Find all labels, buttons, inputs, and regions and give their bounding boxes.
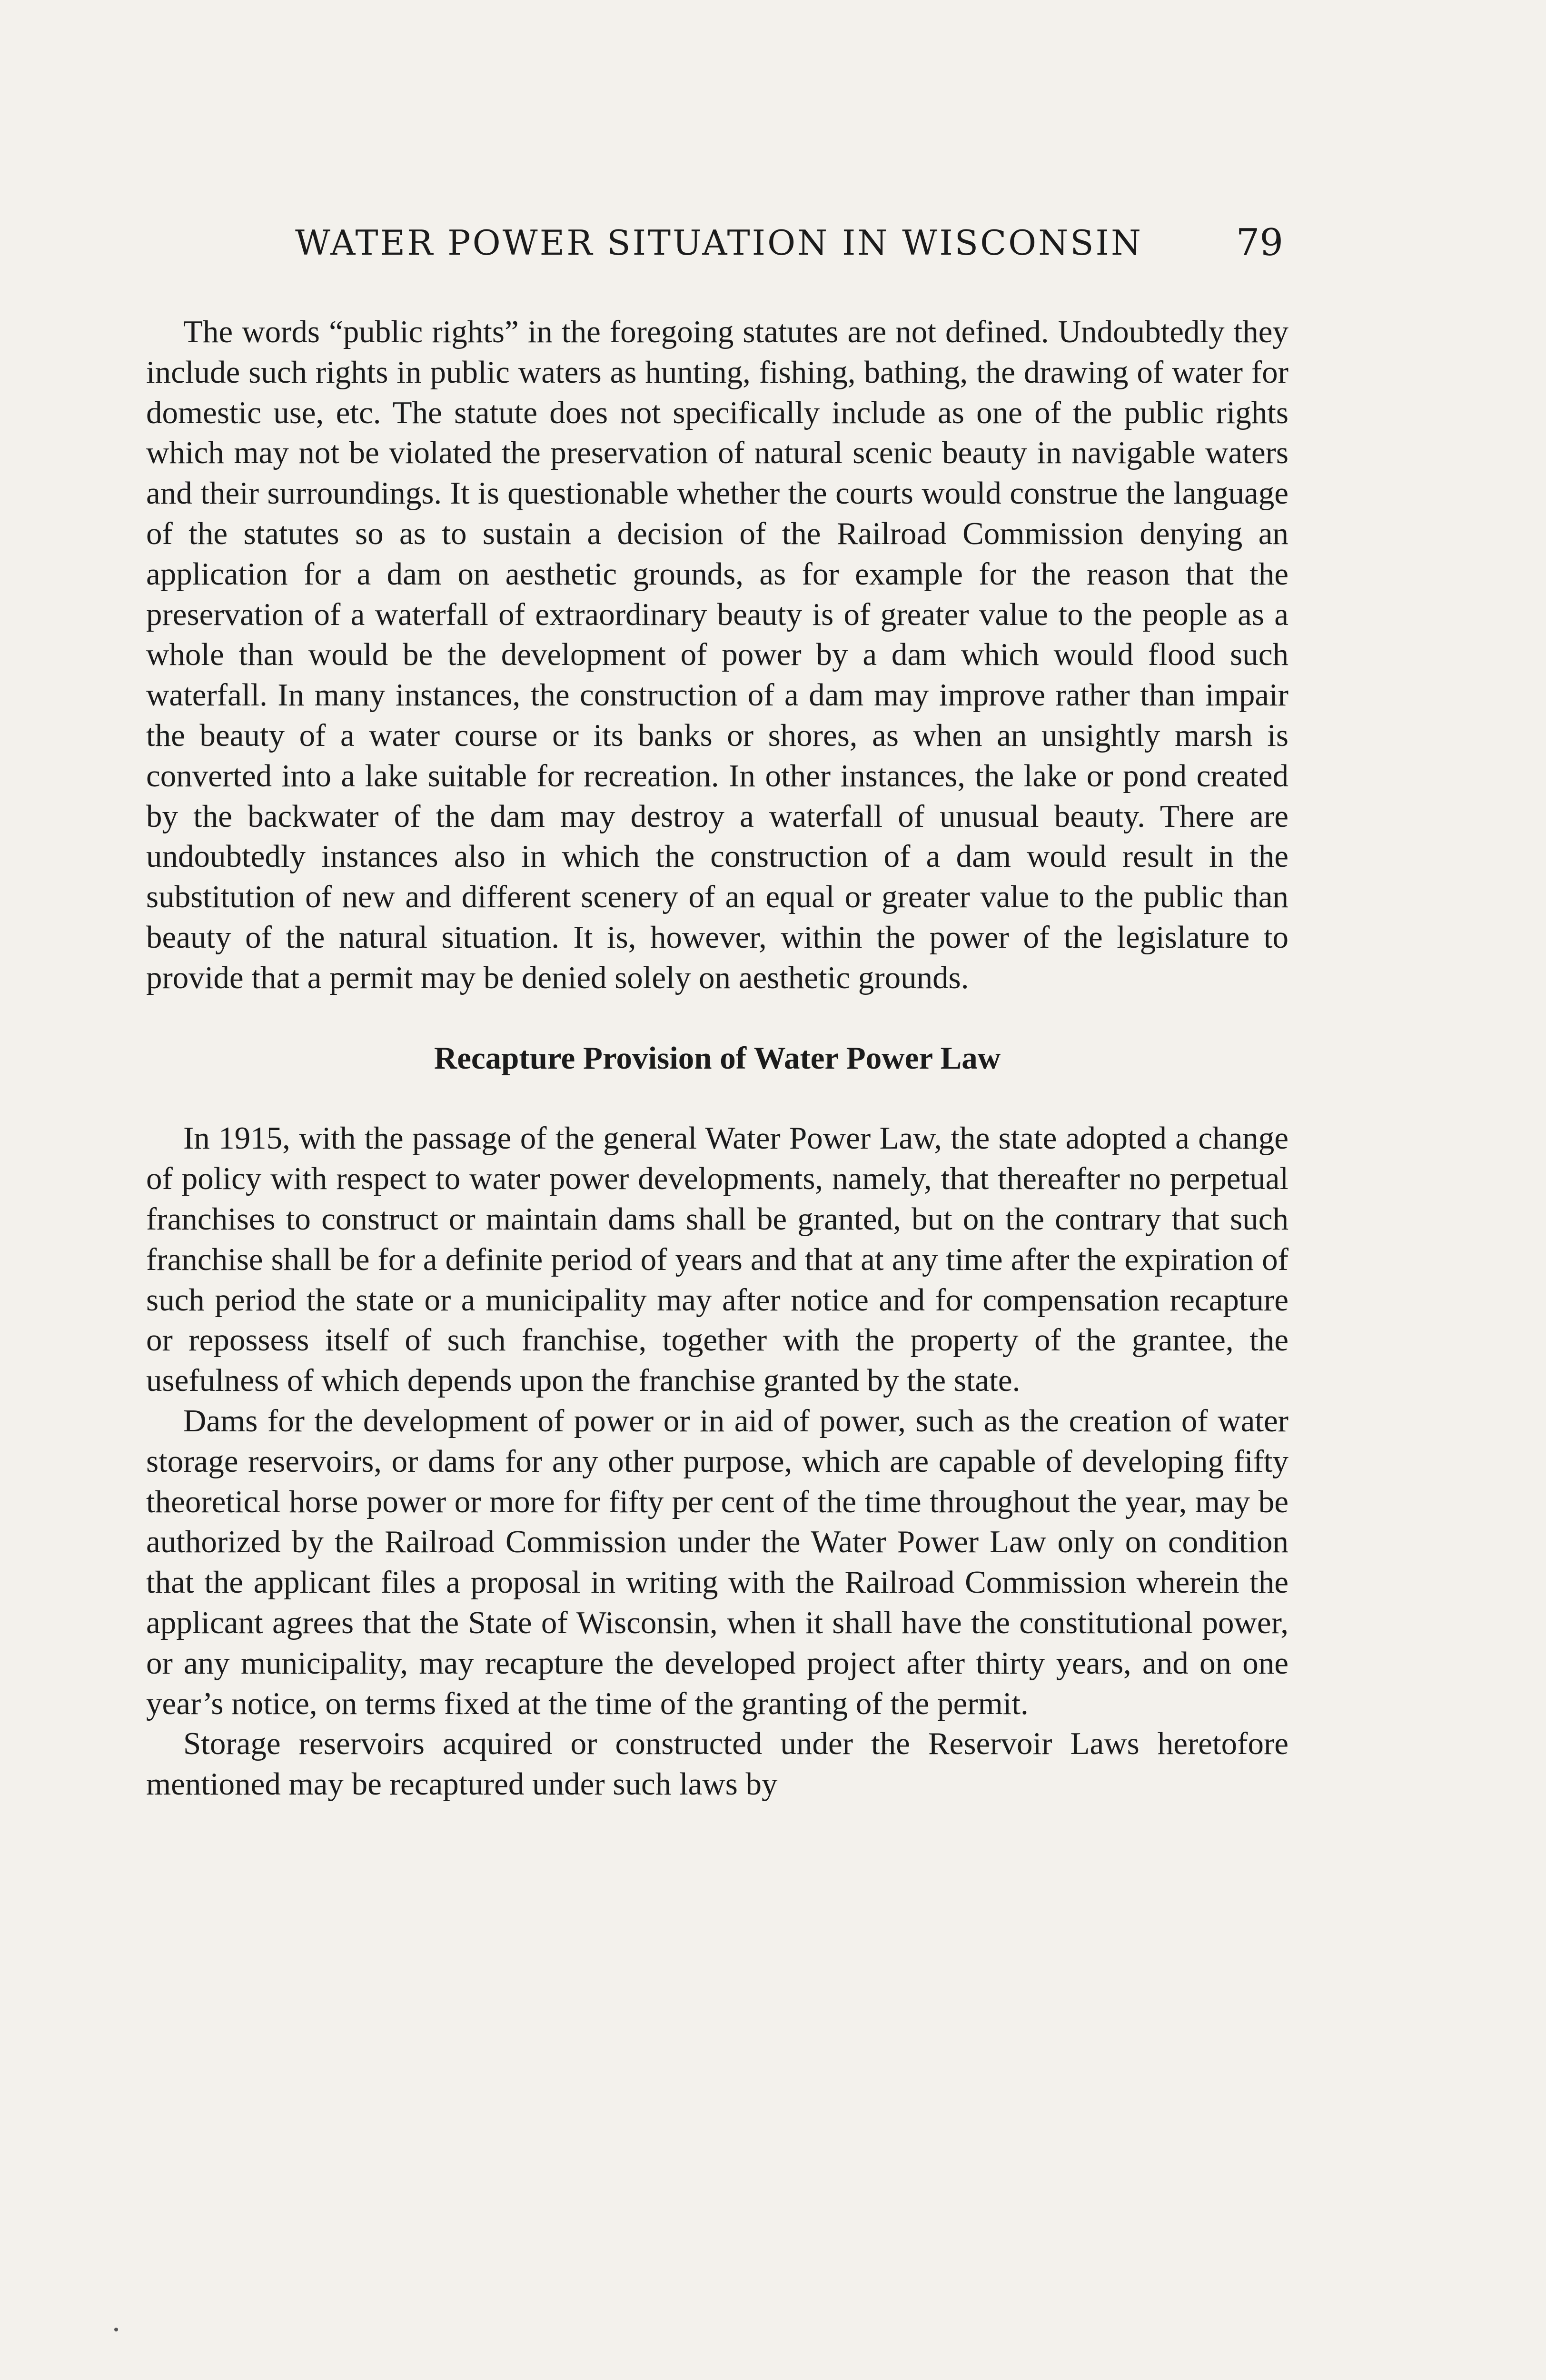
running-title: WATER POWER SITUATION IN WISCONSIN <box>295 223 1143 263</box>
running-head <box>0 217 1546 269</box>
paragraph-recapture-policy: In 1915, with the passage of the general Water Power Law, the state adopted a change of policy with respect to water power developments, namely, that thereafter no perpetual franchises to construct or maintain dams shall be granted, but on the contrary that such franchise shall be for a definite period of years and that at any time after the expiration of such period the state or a municipality may after notice and for compensation recapture or repossess itself of such franchise, together with the property of the grantee, the usefulness of which depends upon the franchise granted by the state. <box>146 1121 1288 1398</box>
print-speck <box>114 2328 118 2331</box>
page-number: 79 <box>1236 221 1283 264</box>
paragraph-dams-authorization: Dams for the development of power or in aid of power, such as the creation of water storage reservoirs, or dams for any other purpose, which are capable of developing fifty theoretical horse power or more for fifty per cent of the time throughout the year, may be authorized by the Railroad Commission under the Water Power Law only on condition that the applicant files a proposal in writing with the Railroad Commission wherein the applicant agrees that the State of Wisconsin, when it shall have the constitutional power, or any municipality, may recapture the developed project after thirty years, and on one year’s notice, on terms fixed at the time of the granting of the permit. <box>146 1403 1288 1721</box>
section-heading: Recapture Provision of Water Power Law <box>434 1040 1001 1076</box>
paragraph-public-rights: The words “public rights” in the foregoing statutes are not defined. Undoubtedly they include such rights in public waters as hunting, fishing, bathing, the drawing of water for domestic use, etc. The statute does not specifically include as one of the public rights which may not be violated the preservation of natural scenic beauty in navigable waters and their surroundings. It is questionable whether the courts would construe the language of the statutes so as to sustain a decision of the Railroad Commission denying an application for a dam on aesthetic grounds, as for example for the reason that the preservation of a waterfall of extraordinary beauty is of greater value to the people as a whole than would be the development of power by a dam which would flood such waterfall. In many instances, the construction of a dam may improve rather than impair the beauty of a water course or its banks or shores, as when an unsightly marsh is converted into a lake suitable for recreation. In other instances, the lake or pond created by the backwater of the dam may destroy a waterfall of unusual beauty. There are undoubtedly instances also in which the construction of a dam would result in the substitution of new and different scenery of an equal or greater value to the public than beauty of the natural situation. It is, however, within the power of the legislature to provide that a permit may be denied solely on aesthetic grounds. <box>146 314 1288 995</box>
body-text <box>146 312 1288 1805</box>
paragraph-storage-reservoirs: Storage reservoirs acquired or constructed under the Reservoir Laws heretofore mentioned may be recaptured under such laws by <box>146 1726 1288 1802</box>
